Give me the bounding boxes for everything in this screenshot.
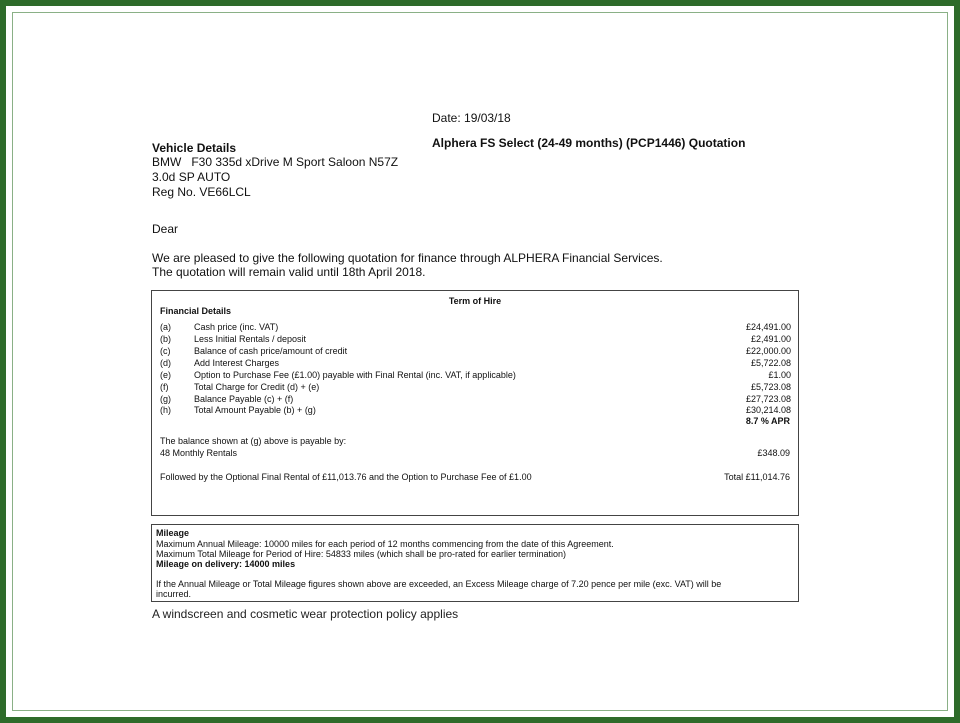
excess-mileage-line-2: incurred. <box>156 589 192 599</box>
mileage-on-delivery: Mileage on delivery: 14000 miles <box>156 559 296 569</box>
row-letter: (b) <box>160 334 171 344</box>
finance-row-a <box>160 322 791 334</box>
row-letter: (e) <box>160 370 171 380</box>
monthly-rental-amount: £348.09 <box>757 448 790 458</box>
row-amount: £1.00 <box>768 370 791 380</box>
row-amount: £2,491.00 <box>750 334 791 344</box>
final-rental-total: Total £11,014.76 <box>724 472 790 482</box>
finance-row-h <box>160 405 791 417</box>
cut-off-text: A windscreen and cosmetic wear protection policy applies <box>152 607 459 621</box>
finance-row-e <box>160 370 791 382</box>
row-description: Cash price (inc. VAT) <box>194 322 279 332</box>
row-amount: £30,214.08 <box>745 405 791 415</box>
row-amount: £27,723.08 <box>745 394 791 404</box>
intro-line-1: We are pleased to give the following quotation for finance through ALPHERA Financial Services. <box>152 251 663 265</box>
row-description: Total Charge for Credit (d) + (e) <box>194 382 320 392</box>
salutation: Dear <box>152 222 179 236</box>
term-of-hire-label: Term of Hire <box>448 296 502 306</box>
row-description: Balance Payable (c) + (f) <box>194 394 294 404</box>
balance-note: The balance shown at (g) above is payable by: <box>160 436 347 446</box>
finance-row-c <box>160 346 791 358</box>
row-letter: (a) <box>160 322 171 332</box>
apr-value: 8.7 % APR <box>745 416 790 426</box>
row-amount: £22,000.00 <box>745 346 791 356</box>
row-description: Balance of cash price/amount of credit <box>194 346 348 356</box>
row-description: Total Amount Payable (b) + (g) <box>194 405 316 415</box>
finance-row-f <box>160 382 791 394</box>
row-letter: (c) <box>160 346 171 356</box>
financial-details-box <box>151 290 799 516</box>
finance-row-d <box>160 358 791 370</box>
vehicle-model: BMW F30 335d xDrive M Sport Saloon N57Z <box>152 155 399 169</box>
row-amount: £5,723.08 <box>750 382 791 392</box>
final-rental-text: Followed by the Optional Final Rental of £11,013.76 and the Option to Purchase Fee of £1.00 <box>160 472 532 482</box>
row-letter: (d) <box>160 358 171 368</box>
vehicle-registration: Reg No. VE66LCL <box>152 185 251 199</box>
row-description: Less Initial Rentals / deposit <box>194 334 307 344</box>
mileage-heading: Mileage <box>156 528 190 538</box>
mileage-box <box>151 524 799 602</box>
cut-off-text-line <box>152 607 459 621</box>
vehicle-engine: 3.0d SP AUTO <box>152 170 231 184</box>
quote-date: Date: 19/03/18 <box>432 111 511 125</box>
row-letter: (g) <box>160 394 171 404</box>
total-mileage: Maximum Total Mileage for Period of Hire: 54833 miles (which shall be pro-rated for earlier termination) <box>156 549 567 559</box>
excess-mileage-line-1: If the Annual Mileage or Total Mileage figures shown above are exceeded, an Excess Mileage charge of 7.20 pence per mile (exc. VAT) will be <box>156 579 722 589</box>
quotation-title: Alphera FS Select (24-49 months) (PCP1446) Quotation <box>432 136 746 150</box>
finance-row-b <box>160 334 791 346</box>
row-letter: (f) <box>160 382 169 392</box>
row-letter: (h) <box>160 405 171 415</box>
row-amount: £24,491.00 <box>745 322 791 332</box>
vehicle-details-heading: Vehicle Details <box>152 141 237 155</box>
row-description: Option to Purchase Fee (£1.00) payable with Final Rental (inc. VAT, if applicable) <box>194 370 516 380</box>
row-description: Add Interest Charges <box>194 358 280 368</box>
monthly-rentals-label: 48 Monthly Rentals <box>160 448 238 458</box>
annual-mileage: Maximum Annual Mileage: 10000 miles for each period of 12 months commencing from the date of this Agreement. <box>156 539 614 549</box>
intro-line-2: The quotation will remain valid until 18th April 2018. <box>152 265 426 279</box>
row-amount: £5,722.08 <box>750 358 791 368</box>
financial-details-heading: Financial Details <box>160 306 232 316</box>
